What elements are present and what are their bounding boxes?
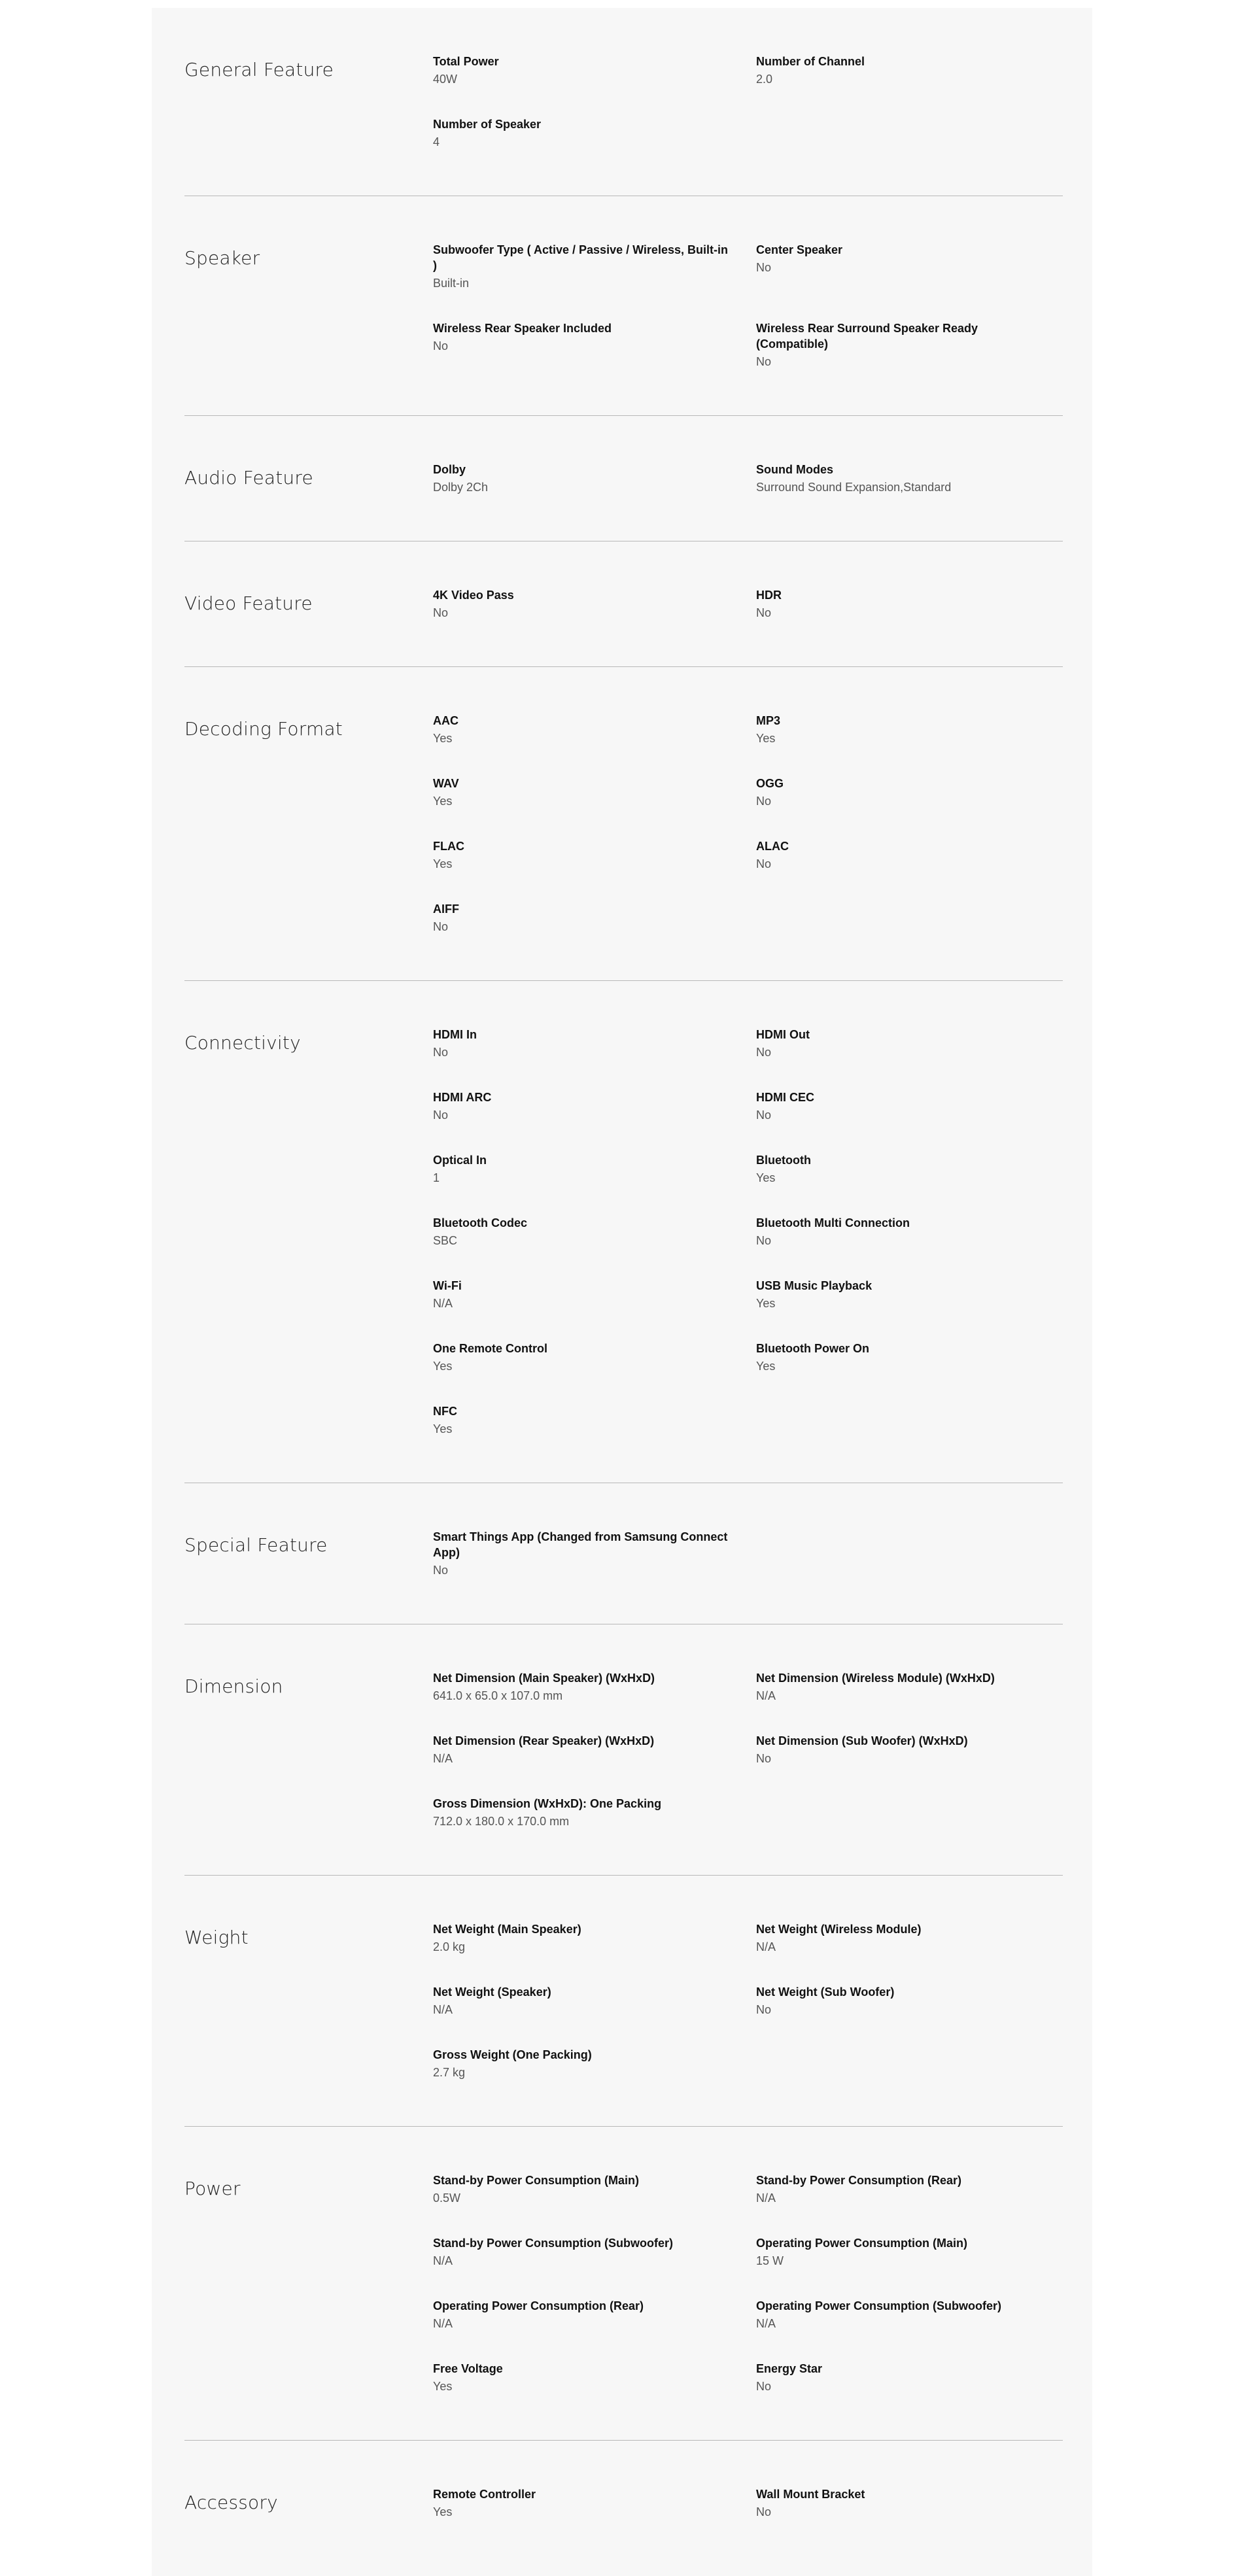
spec-item-ogg	[756, 776, 1031, 809]
spec-value: Yes	[756, 1297, 776, 1310]
spec-label: Wi-Fi	[433, 1279, 462, 1292]
spec-item-sound-modes	[756, 462, 1031, 495]
spec-label: HDR	[756, 589, 782, 602]
spec-value: Yes	[433, 2380, 453, 2393]
spec-section-weight	[184, 1876, 1063, 2127]
spec-item-hdmi-arc	[433, 1090, 756, 1123]
spec-label: Net Weight (Wireless Module)	[756, 1923, 922, 1936]
spec-value: No	[756, 857, 772, 870]
spec-section-dimension	[184, 1624, 1063, 1876]
spec-item-net-weight-sub-woofer	[756, 1984, 1031, 2018]
spec-label: HDMI In	[433, 1028, 477, 1041]
spec-item-number-of-speaker	[433, 116, 756, 150]
spec-section-video-feature	[184, 541, 1063, 667]
spec-value: No	[756, 2003, 772, 2016]
spec-section-connectivity	[184, 981, 1063, 1483]
spec-item-total-power	[433, 54, 756, 87]
spec-section-decoding-format	[184, 667, 1063, 981]
spec-item-net-dimension-main-speaker-wxhxd	[433, 1670, 756, 1704]
spec-value: N/A	[756, 2191, 776, 2205]
spec-item-wireless-rear-surround-speaker-ready-compatible	[756, 320, 1031, 369]
spec-item-free-voltage	[433, 2361, 756, 2394]
spec-items	[433, 462, 1063, 495]
spec-value: SBC	[433, 1234, 458, 1247]
spec-label: ALAC	[756, 840, 789, 853]
section-title: Dimension	[184, 1675, 283, 1697]
spec-item-bluetooth-codec	[433, 1215, 756, 1248]
spec-value: Yes	[756, 1171, 776, 1184]
spec-item-bluetooth	[756, 1152, 1031, 1186]
spec-value: 40W	[433, 73, 458, 86]
spec-value: No	[756, 1234, 772, 1247]
spec-label: Gross Weight (One Packing)	[433, 2048, 592, 2061]
spec-item-aac	[433, 713, 756, 746]
specs-list	[184, 8, 1063, 2566]
spec-value: No	[433, 606, 449, 619]
spec-value: Surround Sound Expansion,Standard	[756, 481, 952, 494]
spec-label: Net Weight (Speaker)	[433, 1985, 551, 1999]
spec-value: 712.0 x 180.0 x 170.0 mm	[433, 1815, 570, 1828]
spec-value: No	[756, 1046, 772, 1059]
section-title: Weight	[184, 1927, 249, 1948]
spec-label: Wireless Rear Speaker Included	[433, 322, 612, 335]
section-title: Audio Feature	[184, 467, 313, 489]
spec-label: Net Weight (Sub Woofer)	[756, 1985, 895, 1999]
spec-label: Net Dimension (Wireless Module) (WxHxD)	[756, 1672, 995, 1685]
spec-label: Net Dimension (Main Speaker) (WxHxD)	[433, 1672, 655, 1685]
spec-item-stand-by-power-consumption-rear	[756, 2172, 1031, 2206]
spec-item-net-weight-main-speaker	[433, 1921, 756, 1955]
spec-value: N/A	[433, 2254, 453, 2267]
spec-section-accessory	[184, 2441, 1063, 2566]
spec-value: 1	[433, 1171, 440, 1184]
spec-label: Total Power	[433, 55, 499, 68]
spec-value: Yes	[433, 795, 453, 808]
spec-value: 4	[433, 135, 440, 148]
spec-label: Wall Mount Bracket	[756, 2488, 865, 2501]
spec-value: Yes	[433, 2505, 453, 2518]
spec-items	[433, 54, 1063, 150]
spec-label: USB Music Playback	[756, 1279, 873, 1292]
spec-value: 2.0	[756, 73, 773, 86]
spec-item-wi-fi	[433, 1278, 756, 1311]
spec-label: Operating Power Consumption (Main)	[756, 2237, 967, 2250]
spec-item-aiff	[433, 901, 756, 935]
spec-value: No	[756, 355, 772, 368]
spec-item-bluetooth-power-on	[756, 1341, 1031, 1374]
spec-item-operating-power-consumption-main	[756, 2235, 1031, 2269]
spec-item-hdr	[756, 587, 1031, 621]
spec-item-number-of-channel	[756, 54, 1031, 87]
spec-item-wav	[433, 776, 756, 809]
spec-label: Operating Power Consumption (Rear)	[433, 2299, 644, 2312]
spec-item-wall-mount-bracket	[756, 2486, 1031, 2520]
spec-label: Subwoofer Type ( Active / Passive / Wireless, Built-in )	[433, 243, 728, 272]
section-title: Speaker	[184, 247, 260, 269]
spec-value: No	[756, 2505, 772, 2518]
spec-items	[433, 587, 1063, 621]
spec-value: No	[756, 1108, 772, 1122]
spec-value: Yes	[756, 1360, 776, 1373]
spec-value: No	[756, 606, 772, 619]
spec-label: NFC	[433, 1405, 457, 1418]
spec-item-flac	[433, 838, 756, 872]
spec-value: Built-in	[433, 277, 470, 290]
spec-value: 2.7 kg	[433, 2066, 466, 2079]
spec-value: N/A	[433, 2003, 453, 2016]
spec-value: 641.0 x 65.0 x 107.0 mm	[433, 1689, 563, 1702]
spec-value: No	[433, 1046, 449, 1059]
spec-value: No	[433, 1108, 449, 1122]
spec-value: N/A	[433, 1752, 453, 1765]
spec-value: 0.5W	[433, 2191, 461, 2205]
spec-label: MP3	[756, 714, 781, 727]
spec-label: Net Dimension (Sub Woofer) (WxHxD)	[756, 1734, 968, 1747]
spec-value: N/A	[433, 1297, 453, 1310]
spec-label: Number of Speaker	[433, 118, 542, 131]
spec-value: No	[433, 920, 449, 933]
spec-value: 2.0 kg	[433, 1940, 466, 1953]
spec-value: 15 W	[756, 2254, 784, 2267]
spec-item-smart-things-app-changed-from-samsung-connect-app	[433, 1529, 756, 1578]
spec-item-stand-by-power-consumption-main	[433, 2172, 756, 2206]
spec-items	[433, 2172, 1063, 2394]
section-title: Connectivity	[184, 1032, 301, 1054]
spec-label: 4K Video Pass	[433, 589, 514, 602]
spec-section-speaker	[184, 196, 1063, 416]
spec-value: No	[756, 2380, 772, 2393]
spec-item-gross-dimension-wxhxd-one-packing	[433, 1796, 756, 1829]
spec-items	[433, 2486, 1063, 2520]
spec-value: Yes	[433, 1422, 453, 1435]
spec-label: Net Weight (Main Speaker)	[433, 1923, 581, 1936]
spec-section-special-feature	[184, 1483, 1063, 1624]
spec-label: HDMI CEC	[756, 1091, 814, 1104]
spec-value: No	[756, 795, 772, 808]
spec-item-gross-weight-one-packing	[433, 2047, 756, 2080]
spec-item-operating-power-consumption-rear	[433, 2298, 756, 2331]
spec-label: HDMI Out	[756, 1028, 810, 1041]
spec-items	[433, 1670, 1063, 1829]
spec-label: HDMI ARC	[433, 1091, 492, 1104]
spec-item-operating-power-consumption-subwoofer	[756, 2298, 1031, 2331]
spec-items	[433, 242, 1063, 369]
spec-item-wireless-rear-speaker-included	[433, 320, 756, 369]
section-title: Power	[184, 2178, 241, 2199]
spec-label: Wireless Rear Surround Speaker Ready (Compatible)	[756, 322, 978, 351]
section-title: Decoding Format	[184, 718, 343, 740]
spec-label: Remote Controller	[433, 2488, 536, 2501]
spec-section-audio-feature	[184, 416, 1063, 541]
spec-item-remote-controller	[433, 2486, 756, 2520]
spec-items	[433, 713, 1063, 935]
spec-item-hdmi-out	[756, 1027, 1031, 1060]
spec-label: Bluetooth	[756, 1154, 811, 1167]
section-title: General Feature	[184, 59, 334, 80]
spec-label: Operating Power Consumption (Subwoofer)	[756, 2299, 1001, 2312]
spec-label: One Remote Control	[433, 1342, 548, 1355]
spec-value: N/A	[756, 1689, 776, 1702]
spec-value: Yes	[433, 857, 453, 870]
spec-value: No	[433, 339, 449, 352]
spec-label: Net Dimension (Rear Speaker) (WxHxD)	[433, 1734, 655, 1747]
section-title: Accessory	[184, 2492, 278, 2513]
spec-item-net-dimension-wireless-module-wxhxd	[756, 1670, 1031, 1704]
spec-label: AIFF	[433, 902, 459, 916]
spec-item-subwoofer-type-active-passive-wireless-built-in	[433, 242, 756, 291]
spec-label: WAV	[433, 777, 459, 790]
spec-item-hdmi-in	[433, 1027, 756, 1060]
spec-label: OGG	[756, 777, 784, 790]
spec-label: Energy Star	[756, 2362, 823, 2375]
spec-item-net-weight-speaker	[433, 1984, 756, 2018]
spec-label: Sound Modes	[756, 463, 833, 476]
spec-value: N/A	[433, 2317, 453, 2330]
spec-items	[433, 1921, 1063, 2080]
spec-value: No	[756, 261, 772, 274]
spec-item-stand-by-power-consumption-subwoofer	[433, 2235, 756, 2269]
spec-item-bluetooth-multi-connection	[756, 1215, 1031, 1248]
spec-value: Dolby 2Ch	[433, 481, 489, 494]
spec-item-alac	[756, 838, 1031, 872]
spec-label: AAC	[433, 714, 458, 727]
spec-value: No	[433, 1564, 449, 1577]
spec-label: Dolby	[433, 463, 466, 476]
spec-label: Stand-by Power Consumption (Subwoofer)	[433, 2237, 673, 2250]
spec-item-usb-music-playback	[756, 1278, 1031, 1311]
spec-value: N/A	[756, 1940, 776, 1953]
spec-section-power	[184, 2127, 1063, 2441]
spec-value: Yes	[433, 1360, 453, 1373]
spec-item-optical-in	[433, 1152, 756, 1186]
spec-item-nfc	[433, 1403, 756, 1437]
spec-item-mp3	[756, 713, 1031, 746]
spec-label: Center Speaker	[756, 243, 843, 256]
spec-item-net-dimension-rear-speaker-wxhxd	[433, 1733, 756, 1766]
spec-label: Number of Channel	[756, 55, 865, 68]
spec-item-net-dimension-sub-woofer-wxhxd	[756, 1733, 1031, 1766]
spec-item-energy-star	[756, 2361, 1031, 2394]
spec-item-4k-video-pass	[433, 587, 756, 621]
spec-item-one-remote-control	[433, 1341, 756, 1374]
spec-label: Stand-by Power Consumption (Rear)	[756, 2174, 962, 2187]
spec-value: Yes	[433, 732, 453, 745]
spec-value: Yes	[756, 732, 776, 745]
spec-value: No	[756, 1752, 772, 1765]
spec-label: Bluetooth Multi Connection	[756, 1216, 910, 1229]
spec-item-hdmi-cec	[756, 1090, 1031, 1123]
spec-item-dolby	[433, 462, 756, 495]
spec-value: N/A	[756, 2317, 776, 2330]
spec-items	[433, 1529, 1063, 1578]
section-title: Video Feature	[184, 592, 313, 614]
specs-panel	[152, 8, 1092, 2576]
spec-label: FLAC	[433, 840, 464, 853]
spec-items	[433, 1027, 1063, 1437]
spec-label: Gross Dimension (WxHxD): One Packing	[433, 1797, 662, 1810]
spec-label: Bluetooth Power On	[756, 1342, 869, 1355]
spec-label: Smart Things App (Changed from Samsung Connect App)	[433, 1530, 728, 1559]
spec-label: Stand-by Power Consumption (Main)	[433, 2174, 639, 2187]
spec-label: Free Voltage	[433, 2362, 503, 2375]
spec-label: Optical In	[433, 1154, 487, 1167]
section-title: Special Feature	[184, 1534, 328, 1556]
spec-item-net-weight-wireless-module	[756, 1921, 1031, 1955]
spec-section-general-feature	[184, 8, 1063, 196]
spec-item-center-speaker	[756, 242, 1031, 291]
spec-label: Bluetooth Codec	[433, 1216, 527, 1229]
